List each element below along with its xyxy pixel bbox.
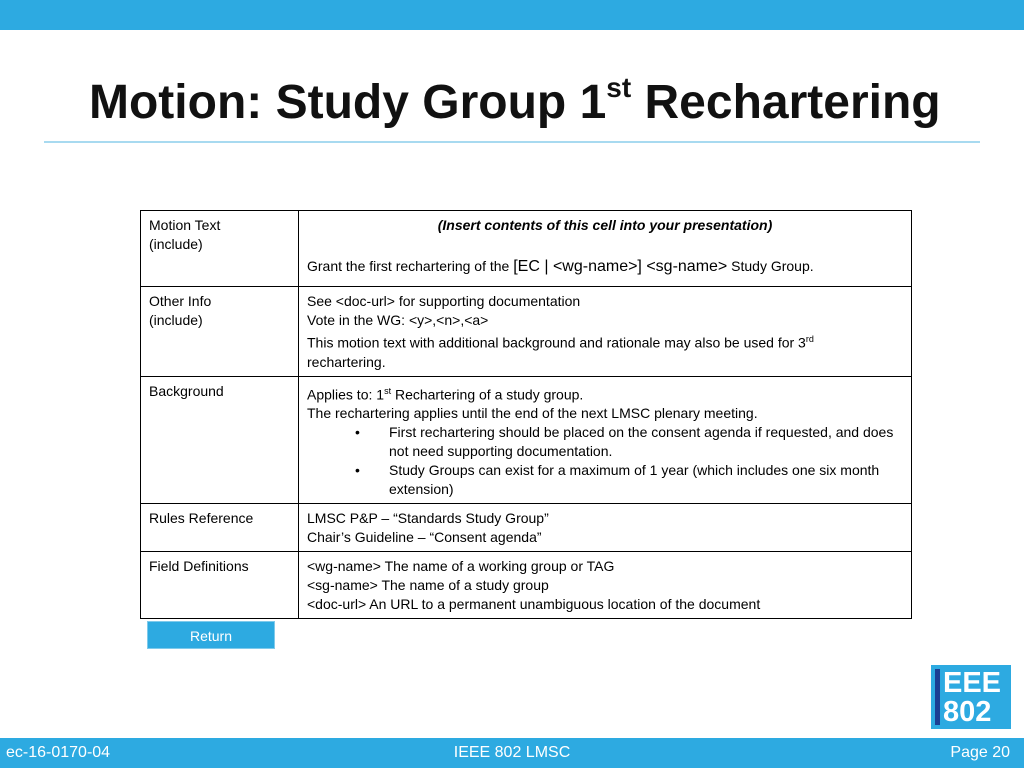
logo-bar — [935, 669, 940, 725]
page-title — [89, 60, 941, 135]
return-button[interactable]: Return — [147, 621, 275, 649]
motion-table — [140, 210, 912, 619]
title-divider — [44, 141, 980, 143]
list-item: • First rechartering should be placed on the consent agenda if requested, and does not need supporting documentation. — [355, 424, 894, 460]
top-banner — [0, 0, 1024, 30]
document-id: ec-16-0170-04 — [6, 744, 111, 761]
other-info-label: Other Info (include) — [141, 287, 299, 377]
insert-note: (Insert contents of this cell into your presentation) — [437, 217, 773, 233]
other-info-content: See <doc-url> for supporting documentation Vote in the WG: <y>,<n>,<a> This motion text with additional background and rationale may also be used for 3rd rechartering. — [299, 287, 912, 377]
background-label: Background — [141, 376, 299, 504]
background-content: Applies to: 1st Rechartering of a study group. The rechartering applies until the end of the next LMSC plenary meeting. • First rechartering should be placed on the consent agenda if requested, and does not need supporting documentation. • Study Groups can exist for a maximum of 1 year (which includes one six month extension) — [299, 376, 912, 504]
row-other-info — [141, 287, 912, 377]
row-rules-reference — [141, 504, 912, 552]
row-motion-text — [141, 211, 912, 287]
footer-org: IEEE 802 LMSC — [453, 744, 571, 761]
page-number: Page 20 — [950, 744, 1010, 761]
title-rest: Rechartering — [631, 76, 941, 129]
rules-reference-label: Rules Reference — [141, 504, 299, 552]
motion-text-content — [299, 211, 912, 287]
row-background — [141, 376, 912, 504]
title-main: Motion: Study Group 1 — [89, 76, 607, 129]
field-definitions-label: Field Definitions — [141, 552, 299, 619]
motion-text-label: Motion Text (include) — [141, 211, 299, 287]
background-bullet-list — [307, 423, 903, 499]
field-definitions-content: <wg-name> The name of a working group or TAG <sg-name> The name of a study group <doc-url> An URL to a permanent unambiguous location of the document — [299, 552, 912, 619]
row-field-definitions — [141, 552, 912, 619]
rules-reference-content: LMSC P&P – “Standards Study Group” Chair’s Guideline – “Consent agenda” — [299, 504, 912, 552]
footer — [0, 738, 1024, 768]
title-superscript: st — [606, 72, 632, 103]
list-item: • Study Groups can exist for a maximum of 1 year (which includes one six month extension) — [355, 462, 880, 498]
grant-text: Grant the first rechartering of the [EC | <wg-name>] <sg-name> Study Group. — [307, 258, 814, 275]
ieee-802-logo: EEE 802 — [931, 665, 1011, 729]
